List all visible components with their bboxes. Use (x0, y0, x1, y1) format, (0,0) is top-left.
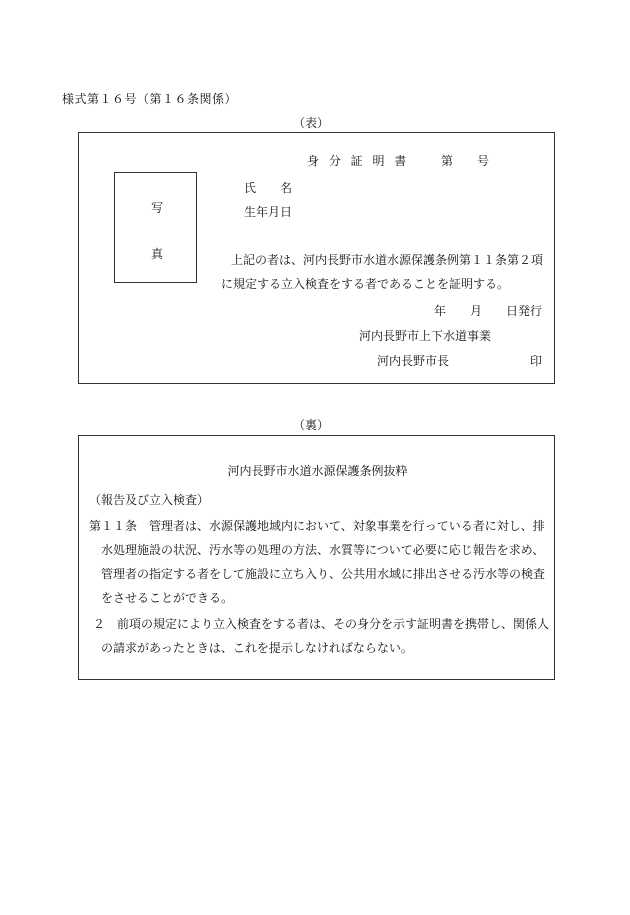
issuer-name: 河内長野市長 (377, 354, 450, 368)
certification-text-line-2: に規定する立入検査をする者であることを証明する。 (221, 277, 510, 291)
form-number-label: 様式第１６号（第１６条関係） (62, 92, 238, 106)
article-text-line: 水処理施設の状況、汚水等の処理の方法、水質等について必要に応じ報告を求め、 (101, 543, 545, 557)
seal-mark: 印 (529, 354, 542, 368)
article-text-line: ２ 前項の規定により立入検査をする者は、その身分を示す証明書を携帯し、関係人 (93, 617, 550, 631)
ordinance-excerpt-title: 河内長野市水道水源保護条例抜粋 (227, 464, 408, 478)
article-text-line: をさせることができる。 (101, 591, 234, 605)
photo-char-1: 写 (151, 201, 164, 215)
photo-placeholder-box (114, 172, 197, 283)
date-of-birth-label: 生年月日 (244, 205, 293, 219)
certification-text-line-1: 上記の者は、河内長野市水道水源保護条例第１１条第２項 (231, 253, 544, 267)
back-side-label: （裏） (292, 418, 329, 432)
certificate-number: 第 号 (441, 154, 490, 168)
article-text-line: の請求があったときは、これを提示しなければならない。 (101, 641, 413, 655)
id-card-front (78, 132, 555, 384)
article-heading: （報告及び立入検査） (89, 493, 210, 507)
issuer-organization: 河内長野市上下水道事業 (359, 329, 492, 343)
article-text-line: 管理者の指定する者をして施設に立ち入り、公共用水域に排出させる汚水等の検査 (101, 567, 546, 581)
issue-date: 年 月 日発行 (433, 304, 542, 318)
id-card-back (78, 435, 555, 680)
name-label: 氏 名 (244, 181, 293, 195)
photo-char-2: 真 (151, 247, 164, 261)
certificate-title: 身 分 証 明 書 (307, 154, 410, 168)
article-text-line: 第１１条 管理者は、水源保護地域内において、対象事業を行っている者に対し、排 (89, 519, 545, 533)
front-side-label: （表） (292, 116, 329, 130)
